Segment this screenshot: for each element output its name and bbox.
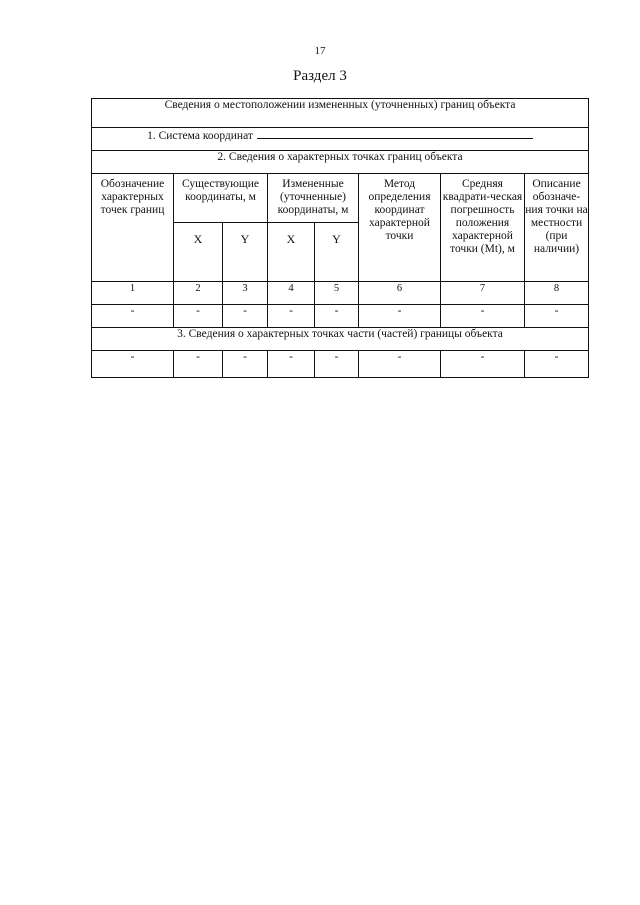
header-method: Метод определения координат характерной точки: [359, 174, 441, 282]
table-row: [92, 351, 589, 378]
header-description: Описание обозначе-ния точки на местности (при наличии): [525, 174, 589, 282]
table-cell: -: [174, 305, 223, 328]
header-error: Средняя квадрати-ческая погрешность положения характерной точки (Mt), м: [441, 174, 525, 282]
points-section-label: 2. Сведения о характерных точках границ объекта: [92, 151, 589, 174]
header-existing-x: X: [174, 223, 223, 282]
table-row: [92, 305, 589, 328]
column-number: 1: [92, 282, 174, 305]
table-cell: -: [92, 351, 174, 378]
table-cell: -: [92, 305, 174, 328]
table-cell: -: [359, 305, 441, 328]
table-cell: -: [268, 305, 315, 328]
column-number: 7: [441, 282, 525, 305]
column-numbers-row: [92, 282, 589, 305]
table-cell: -: [223, 351, 268, 378]
table-title: Сведения о местоположении измененных (уточненных) границ объекта: [92, 99, 589, 128]
section-title: Раздел 3: [293, 68, 347, 84]
page-number: 17: [314, 45, 326, 57]
table-cell: -: [441, 305, 525, 328]
boundary-points-table: [91, 98, 589, 378]
table-cell: -: [315, 305, 359, 328]
header-changed-x: X: [268, 223, 315, 282]
column-number: 8: [525, 282, 589, 305]
column-number: 2: [174, 282, 223, 305]
table-cell: -: [268, 351, 315, 378]
column-number: 4: [268, 282, 315, 305]
table-cell: -: [315, 351, 359, 378]
header-changed-coords: Измененные (уточненные) координаты, м: [268, 174, 359, 223]
column-number: 5: [315, 282, 359, 305]
header-changed-y: Y: [315, 223, 359, 282]
column-number: 6: [359, 282, 441, 305]
table-cell: -: [359, 351, 441, 378]
table-cell: -: [174, 351, 223, 378]
table-cell: -: [525, 305, 589, 328]
column-number: 3: [223, 282, 268, 305]
header-existing-coords: Существующие координаты, м: [174, 174, 268, 223]
table-cell: -: [223, 305, 268, 328]
header-designation: Обозначение характерных точек границ: [92, 174, 174, 282]
coord-system-label: 1. Система координат: [147, 130, 253, 142]
coord-system-row: [92, 128, 589, 151]
part-section-label: 3. Сведения о характерных точках части (частей) границы объекта: [92, 328, 589, 351]
table-cell: -: [525, 351, 589, 378]
header-existing-y: Y: [223, 223, 268, 282]
coord-system-blank: [257, 128, 533, 139]
table-cell: -: [441, 351, 525, 378]
